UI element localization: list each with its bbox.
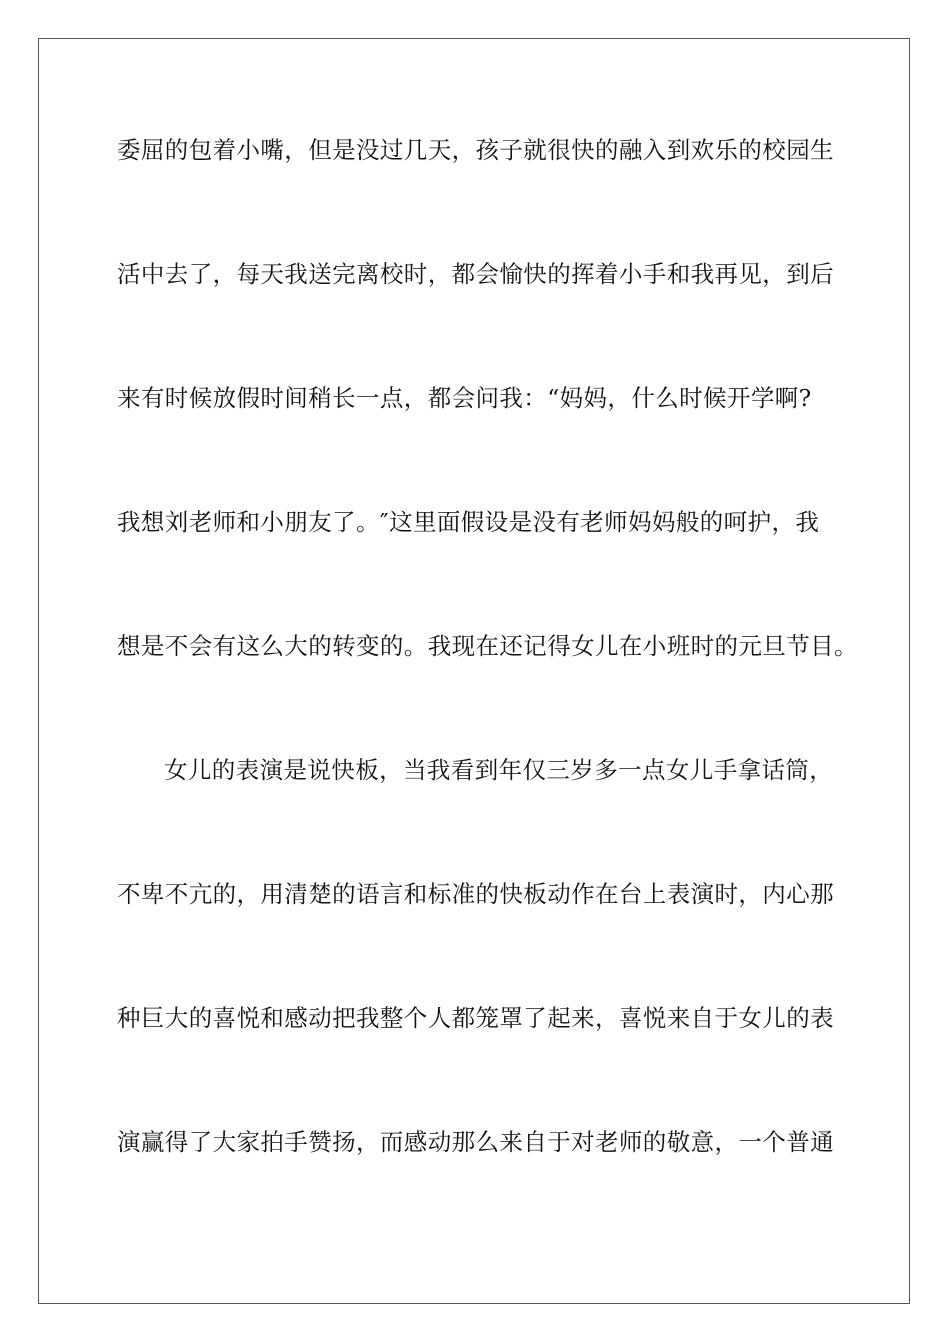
text-line: 来有时候放假时间稍长一点，都会问我：“妈妈，什么时候开学啊? [117,384,812,412]
text-line: 想是不会有这么大的转变的。我现在还记得女儿在小班时的元旦节目。 [117,632,858,660]
text-line: 委屈的包着小嘴，但是没过几天，孩子就很快的融入到欢乐的校园生 [117,136,834,164]
text-line: 活中去了，每天我送完离校时，都会愉快的挥着小手和我再见，到后 [117,260,834,288]
page-frame [38,38,910,1304]
paragraph-first-line: 女儿的表演是说快板，当我看到年仅三岁多一点女儿手拿话筒， [164,756,834,784]
text-line: 我想刘老师和小朋友了。″这里面假设是没有老师妈妈般的呵护，我 [117,508,820,536]
text-line: 演赢得了大家拍手赞扬，而感动那么来自于对老师的敬意，一个普通 [117,1128,834,1156]
text-line: 种巨大的喜悦和感动把我整个人都笼罩了起来，喜悦来自于女儿的表 [117,1004,834,1032]
text-line: 不卑不亢的，用清楚的语言和标准的快板动作在台上表演时，内心那 [117,880,834,908]
